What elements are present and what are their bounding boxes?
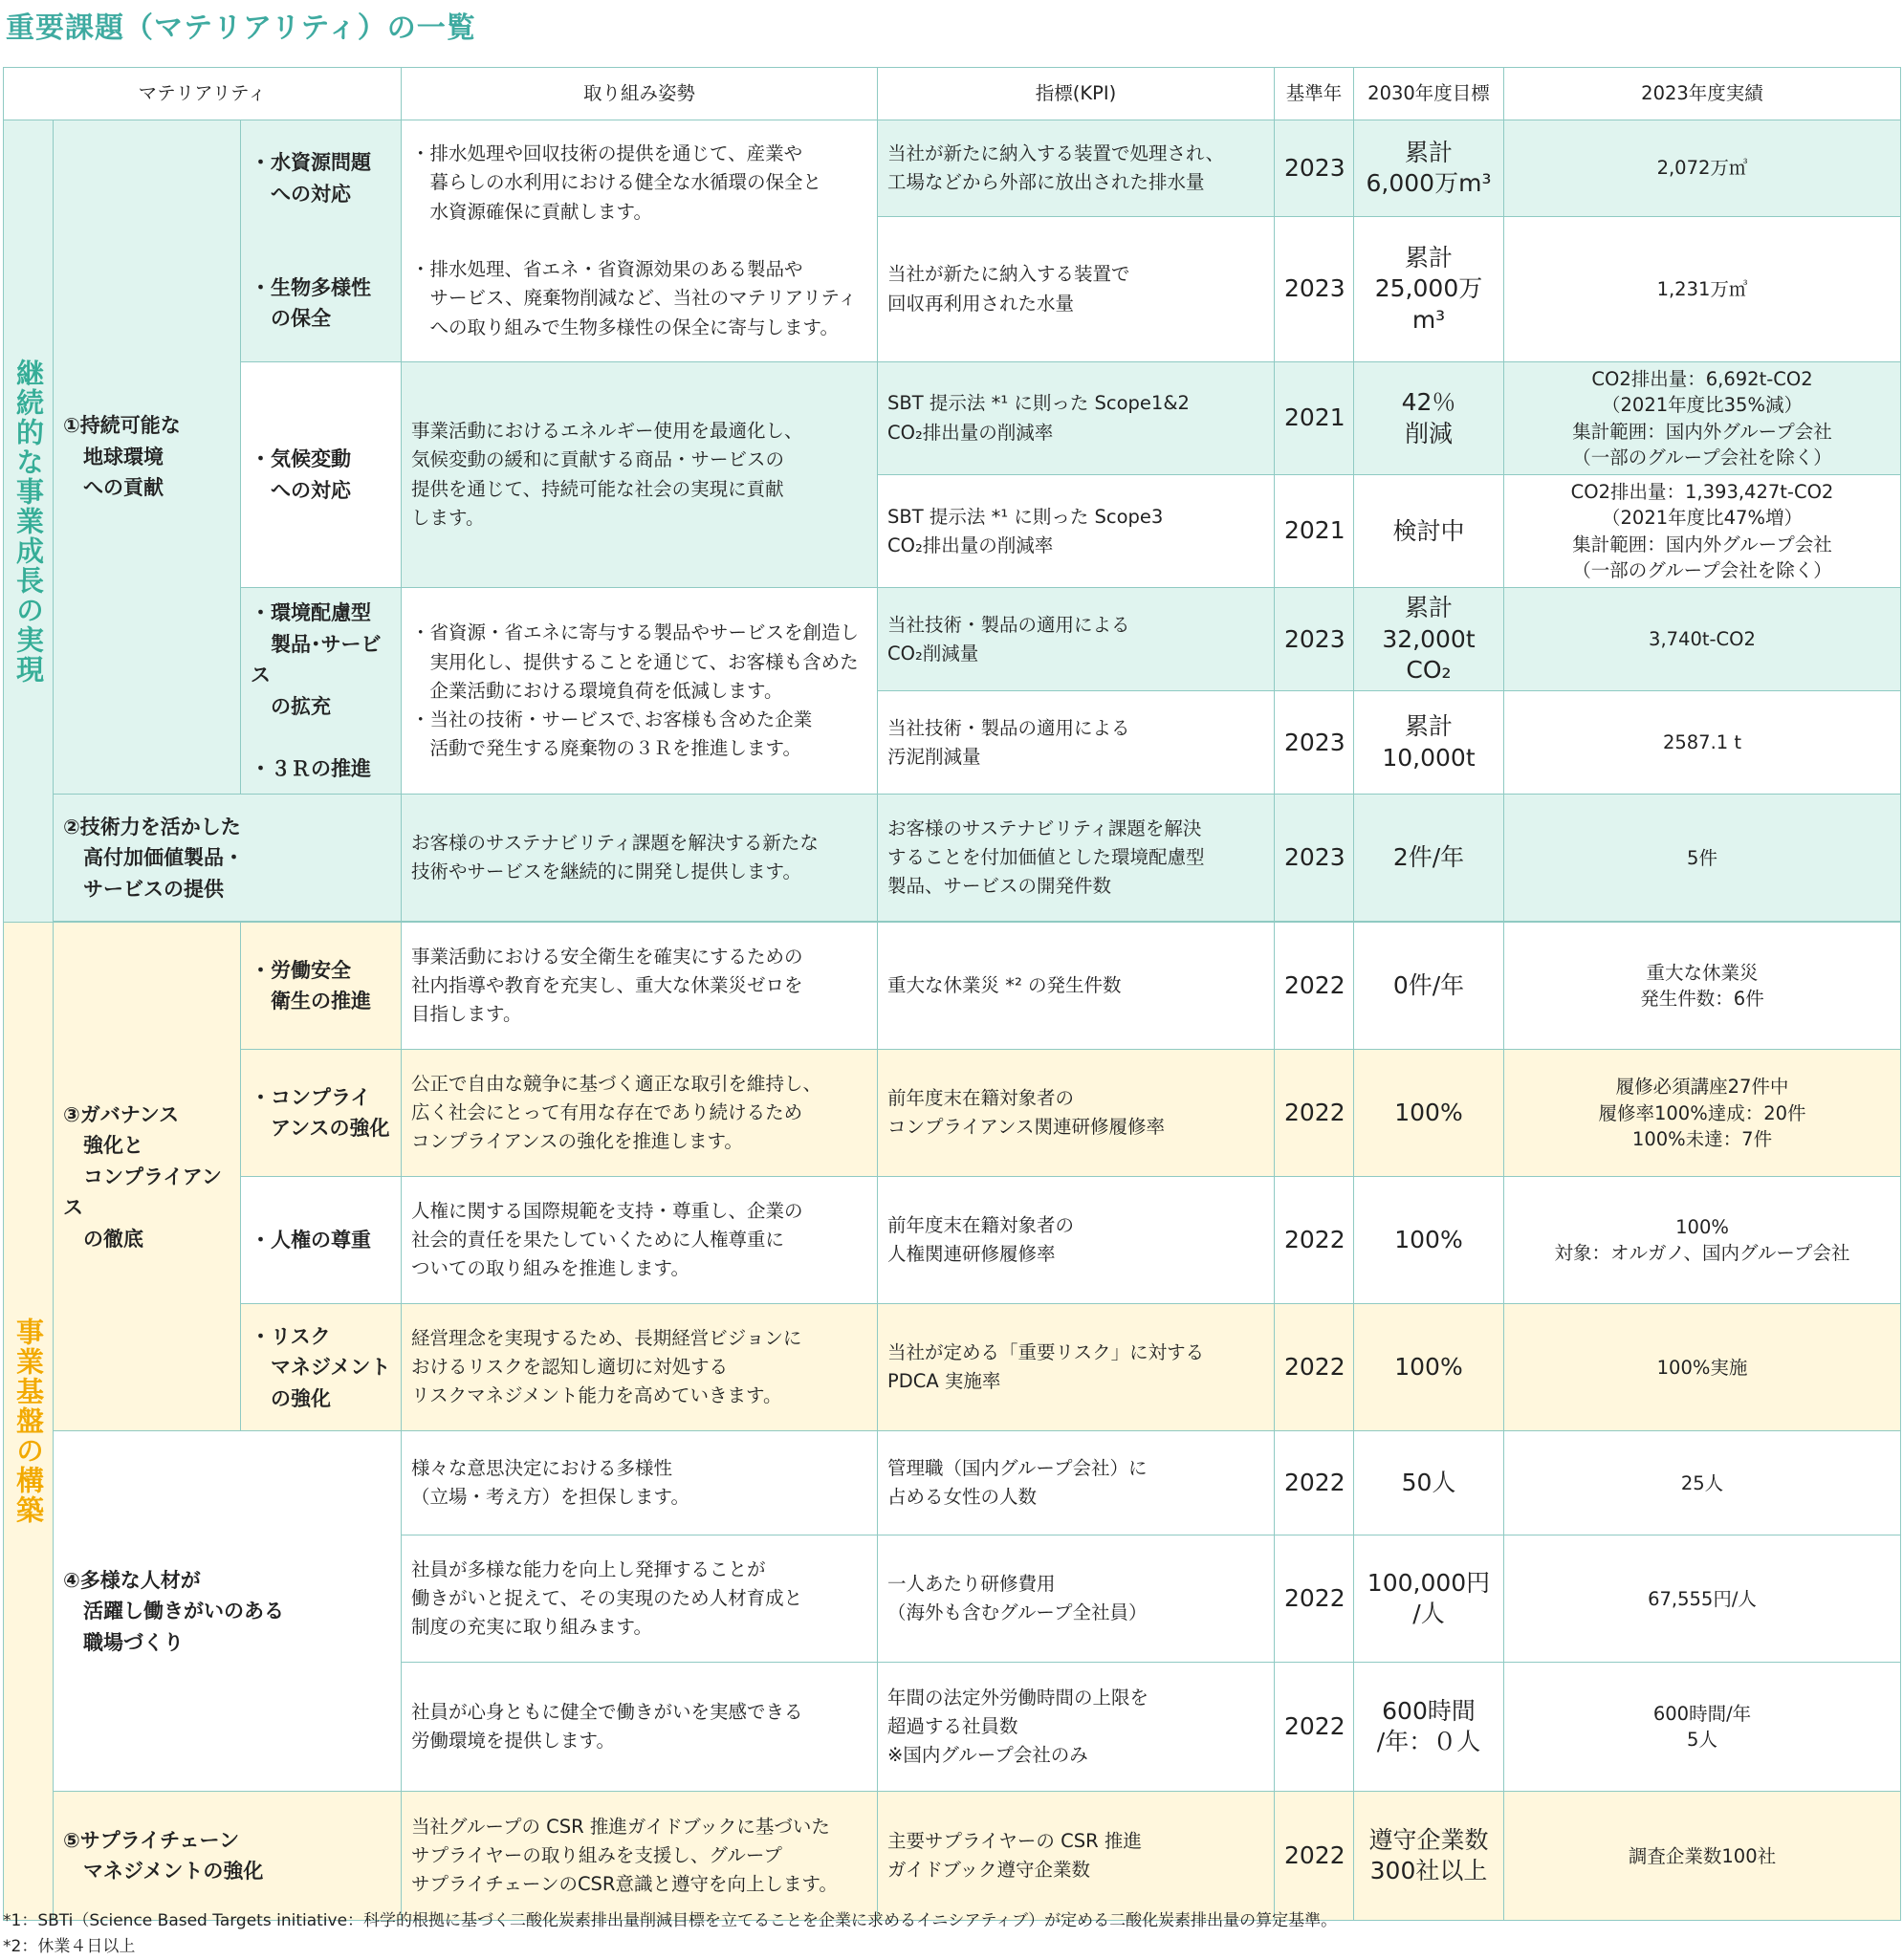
approach-risk: 経営理念を実現するため、長期経営ビジョンに おけるリスクを認知し適切に対処する リスクマネジメント能力を高めていきます。 <box>402 1304 878 1431</box>
target-cell: 42％ 削減 <box>1354 362 1504 475</box>
materiality-2: ②技術力を活かした 高付加価値製品・ サービスの提供 <box>54 795 402 922</box>
kpi-cell: 当社が定める「重要リスク」に対する PDCA 実施率 <box>878 1304 1275 1431</box>
header-kpi: 指標(KPI) <box>878 68 1275 120</box>
approach-work-env: 社員が心身ともに健全で働きがいを実感できる 労働環境を提供します。 <box>402 1663 878 1792</box>
result-cell: 100% 対象：オルガノ、国内グループ会社 <box>1504 1177 1901 1304</box>
materiality-5: ⑤サプライチェーン マネジメントの強化 <box>54 1792 402 1921</box>
approach-safety: 事業活動における安全衛生を確実にするための 社内指導や教育を充実し、重大な休業災ゼロを 目指します。 <box>402 923 878 1050</box>
result-cell: CO2排出量：1,393,427t-CO2 （2021年度比47%増） 集計範囲：国内外グループ会社 （一部のグループ会社を除く） <box>1504 475 1901 588</box>
table-row <box>4 923 1901 1050</box>
base-year-cell: 2022 <box>1275 1177 1354 1304</box>
approach-water: ・排水処理や回収技術の提供を通じて、産業や 暮らしの水利用における健全な水循環の保全と 水資源確保に貢献します。 ・排水処理、省エネ・省資源効果のある製品や サービス、廃棄物削減など、当社のマテリアリティ への取り組みで生物多様性の保全に寄与します。 <box>402 120 878 362</box>
footnote-2: *2：休業４日以上 <box>3 1937 136 1956</box>
result-cell: 調査企業数100社 <box>1504 1792 1901 1921</box>
kpi-cell: お客様のサステナビリティ課題を解決 することを付加価値とした環境配慮型 製品、サービスの開発件数 <box>878 795 1275 922</box>
kpi-cell: 一人あたり研修費用 （海外も含むグループ全社員） <box>878 1535 1275 1663</box>
approach-tech: お客様のサステナビリティ課題を解決する新たな 技術やサービスを継続的に開発し提供します。 <box>402 795 878 922</box>
result-cell: 2587.1 t <box>1504 691 1901 795</box>
base-year-cell: 2023 <box>1275 217 1354 362</box>
kpi-cell: 前年度末在籍対象者の 人権関連研修履修率 <box>878 1177 1275 1304</box>
header-materiality: マテリアリティ <box>4 68 402 120</box>
base-year-cell: 2022 <box>1275 1792 1354 1921</box>
page-title: 重要課題（マテリアリティ）の一覧 <box>6 11 476 45</box>
kpi-cell: SBT 提示法 *¹ に則った Scope1&2 CO₂排出量の削減率 <box>878 362 1275 475</box>
header-row <box>4 68 1901 120</box>
approach-training: 社員が多様な能力を向上し発揮することが 働きがいと捉えて、その実現のため人材育成と 制度の充実に取り組みます。 <box>402 1535 878 1663</box>
header-2023-result: 2023年度実績 <box>1504 68 1901 120</box>
materiality-3: ③ガバナンス 強化と コンプライアンス の徹底 <box>54 923 241 1431</box>
base-year-cell: 2022 <box>1275 923 1354 1050</box>
kpi-cell: 主要サプライヤーの CSR 推進 ガイドブック遵守企業数 <box>878 1792 1275 1921</box>
topic-compliance: ・コンプライ アンスの強化 <box>241 1050 402 1177</box>
header-2030-target: 2030年度目標 <box>1354 68 1504 120</box>
result-cell: 2,072万㎥ <box>1504 120 1901 217</box>
result-cell: 履修必須講座27件中 履修率100%達成：20件 100%未達：7件 <box>1504 1050 1901 1177</box>
result-cell: 3,740t-CO2 <box>1504 588 1901 691</box>
section-label-growth: 継続的な事業成長の実現 <box>4 120 54 923</box>
base-year-cell: 2022 <box>1275 1304 1354 1431</box>
approach-compliance: 公正で自由な競争に基づく適正な取引を維持し、 広く社会にとって有用な存在であり続けるため コンプライアンスの強化を推進します。 <box>402 1050 878 1177</box>
header-base-year: 基準年 <box>1275 68 1354 120</box>
target-cell: 遵守企業数 300社以上 <box>1354 1792 1504 1921</box>
topic-safety: ・労働安全 衛生の推進 <box>241 923 402 1050</box>
result-cell: 5件 <box>1504 795 1901 922</box>
base-year-cell: 2022 <box>1275 1050 1354 1177</box>
result-cell: CO2排出量：6,692t-CO2 （2021年度比35%減） 集計範囲：国内外グループ会社 （一部のグループ会社を除く） <box>1504 362 1901 475</box>
topic-water-biodiversity: ・水資源問題 への対応 ・生物多様性 の保全 <box>241 120 402 362</box>
table-row <box>4 588 1901 691</box>
base-year-cell: 2023 <box>1275 795 1354 922</box>
topic-eco-products-3r: ・環境配慮型 製品･サービス の拡充 ・３Ｒの推進 <box>241 588 402 795</box>
base-year-cell: 2023 <box>1275 120 1354 217</box>
base-year-cell: 2022 <box>1275 1663 1354 1792</box>
table-row <box>4 362 1901 475</box>
target-cell: 累計 10,000t <box>1354 691 1504 795</box>
materiality-1: ①持続可能な 地球環境 への貢献 <box>54 120 241 795</box>
result-cell: 25人 <box>1504 1431 1901 1535</box>
target-cell: 累計 25,000万m³ <box>1354 217 1504 362</box>
result-cell: 600時間/年 5人 <box>1504 1663 1901 1792</box>
table-row <box>4 1304 1901 1431</box>
target-cell: 600時間 /年：０人 <box>1354 1663 1504 1792</box>
approach-climate: 事業活動におけるエネルギー使用を最適化し、 気候変動の緩和に貢献する商品・サービスの 提供を通じて、持続可能な社会の実現に貢献 します。 <box>402 362 878 588</box>
kpi-cell: 管理職（国内グループ会社）に 占める女性の人数 <box>878 1431 1275 1535</box>
result-cell: 重大な休業災 発生件数：6件 <box>1504 923 1901 1050</box>
kpi-cell: 重大な休業災 *² の発生件数 <box>878 923 1275 1050</box>
table-row <box>4 1431 1901 1535</box>
table-row <box>4 795 1901 922</box>
kpi-cell: 年間の法定外労働時間の上限を 超過する社員数 ※国内グループ会社のみ <box>878 1663 1275 1792</box>
kpi-cell: 当社技術・製品の適用による 汚泥削減量 <box>878 691 1275 795</box>
kpi-cell: SBT 提示法 *¹ に則った Scope3 CO₂排出量の削減率 <box>878 475 1275 588</box>
topic-human-rights: ・人権の尊重 <box>241 1177 402 1304</box>
approach-eco-products: ・省資源・省エネに寄与する製品やサービスを創造し 実用化し、提供することを通じて、お客様も含めた 企業活動における環境負荷を低減します。 ・当社の技術・サービスで､お客様も含めた企業 活動で発生する廃棄物の３Ｒを推進します。 <box>402 588 878 795</box>
kpi-cell: 当社が新たに納入する装置で処理され、 工場などから外部に放出された排水量 <box>878 120 1275 217</box>
kpi-cell: 当社技術・製品の適用による CO₂削減量 <box>878 588 1275 691</box>
target-cell: 検討中 <box>1354 475 1504 588</box>
result-cell: 1,231万㎥ <box>1504 217 1901 362</box>
kpi-cell: 前年度末在籍対象者の コンプライアンス関連研修履修率 <box>878 1050 1275 1177</box>
target-cell: 100% <box>1354 1177 1504 1304</box>
target-cell: 2件/年 <box>1354 795 1504 922</box>
result-cell: 100%実施 <box>1504 1304 1901 1431</box>
target-cell: 累計 32,000t CO₂ <box>1354 588 1504 691</box>
section-label-foundation: 事業基盤の構築 <box>4 923 54 1921</box>
table-row <box>4 120 1901 217</box>
base-year-cell: 2022 <box>1275 1431 1354 1535</box>
target-cell: 累計 6,000万m³ <box>1354 120 1504 217</box>
result-cell: 67,555円/人 <box>1504 1535 1901 1663</box>
approach-human-rights: 人権に関する国際規範を支持・尊重し、企業の 社会的責任を果たしていくために人権尊重に ついての取り組みを推進します。 <box>402 1177 878 1304</box>
target-cell: 0件/年 <box>1354 923 1504 1050</box>
footnote-1: *1：SBTi（Science Based Targets initiative：科学的根拠に基づく二酸化炭素排出量削減目標を立てることを企業に求めるイニシアティブ）が定める二酸化炭素排出量の算定基準。 <box>3 1911 1338 1930</box>
header-approach: 取り組み姿勢 <box>402 68 878 120</box>
table-row <box>4 1177 1901 1304</box>
approach-diversity: 様々な意思決定における多様性 （立場・考え方）を担保します。 <box>402 1431 878 1535</box>
table-row <box>4 1050 1901 1177</box>
approach-supply: 当社グループの CSR 推進ガイドブックに基づいた サプライヤーの取り組みを支援し、グループ サプライチェーンのCSR意識と遵守を向上します。 <box>402 1792 878 1921</box>
base-year-cell: 2022 <box>1275 1535 1354 1663</box>
base-year-cell: 2021 <box>1275 475 1354 588</box>
footnotes <box>3 1908 1337 1960</box>
target-cell: 100% <box>1354 1050 1504 1177</box>
topic-climate: ・気候変動 への対応 <box>241 362 402 588</box>
materiality-table <box>3 67 1901 1921</box>
base-year-cell: 2023 <box>1275 691 1354 795</box>
target-cell: 50人 <box>1354 1431 1504 1535</box>
target-cell: 100% <box>1354 1304 1504 1431</box>
table-row <box>4 1792 1901 1921</box>
target-cell: 100,000円 /人 <box>1354 1535 1504 1663</box>
kpi-cell: 当社が新たに納入する装置で 回収再利用された水量 <box>878 217 1275 362</box>
base-year-cell: 2021 <box>1275 362 1354 475</box>
base-year-cell: 2023 <box>1275 588 1354 691</box>
materiality-4: ④多様な人材が 活躍し働きがいのある 職場づくり <box>54 1431 402 1792</box>
topic-risk: ・リスク マネジメント の強化 <box>241 1304 402 1431</box>
